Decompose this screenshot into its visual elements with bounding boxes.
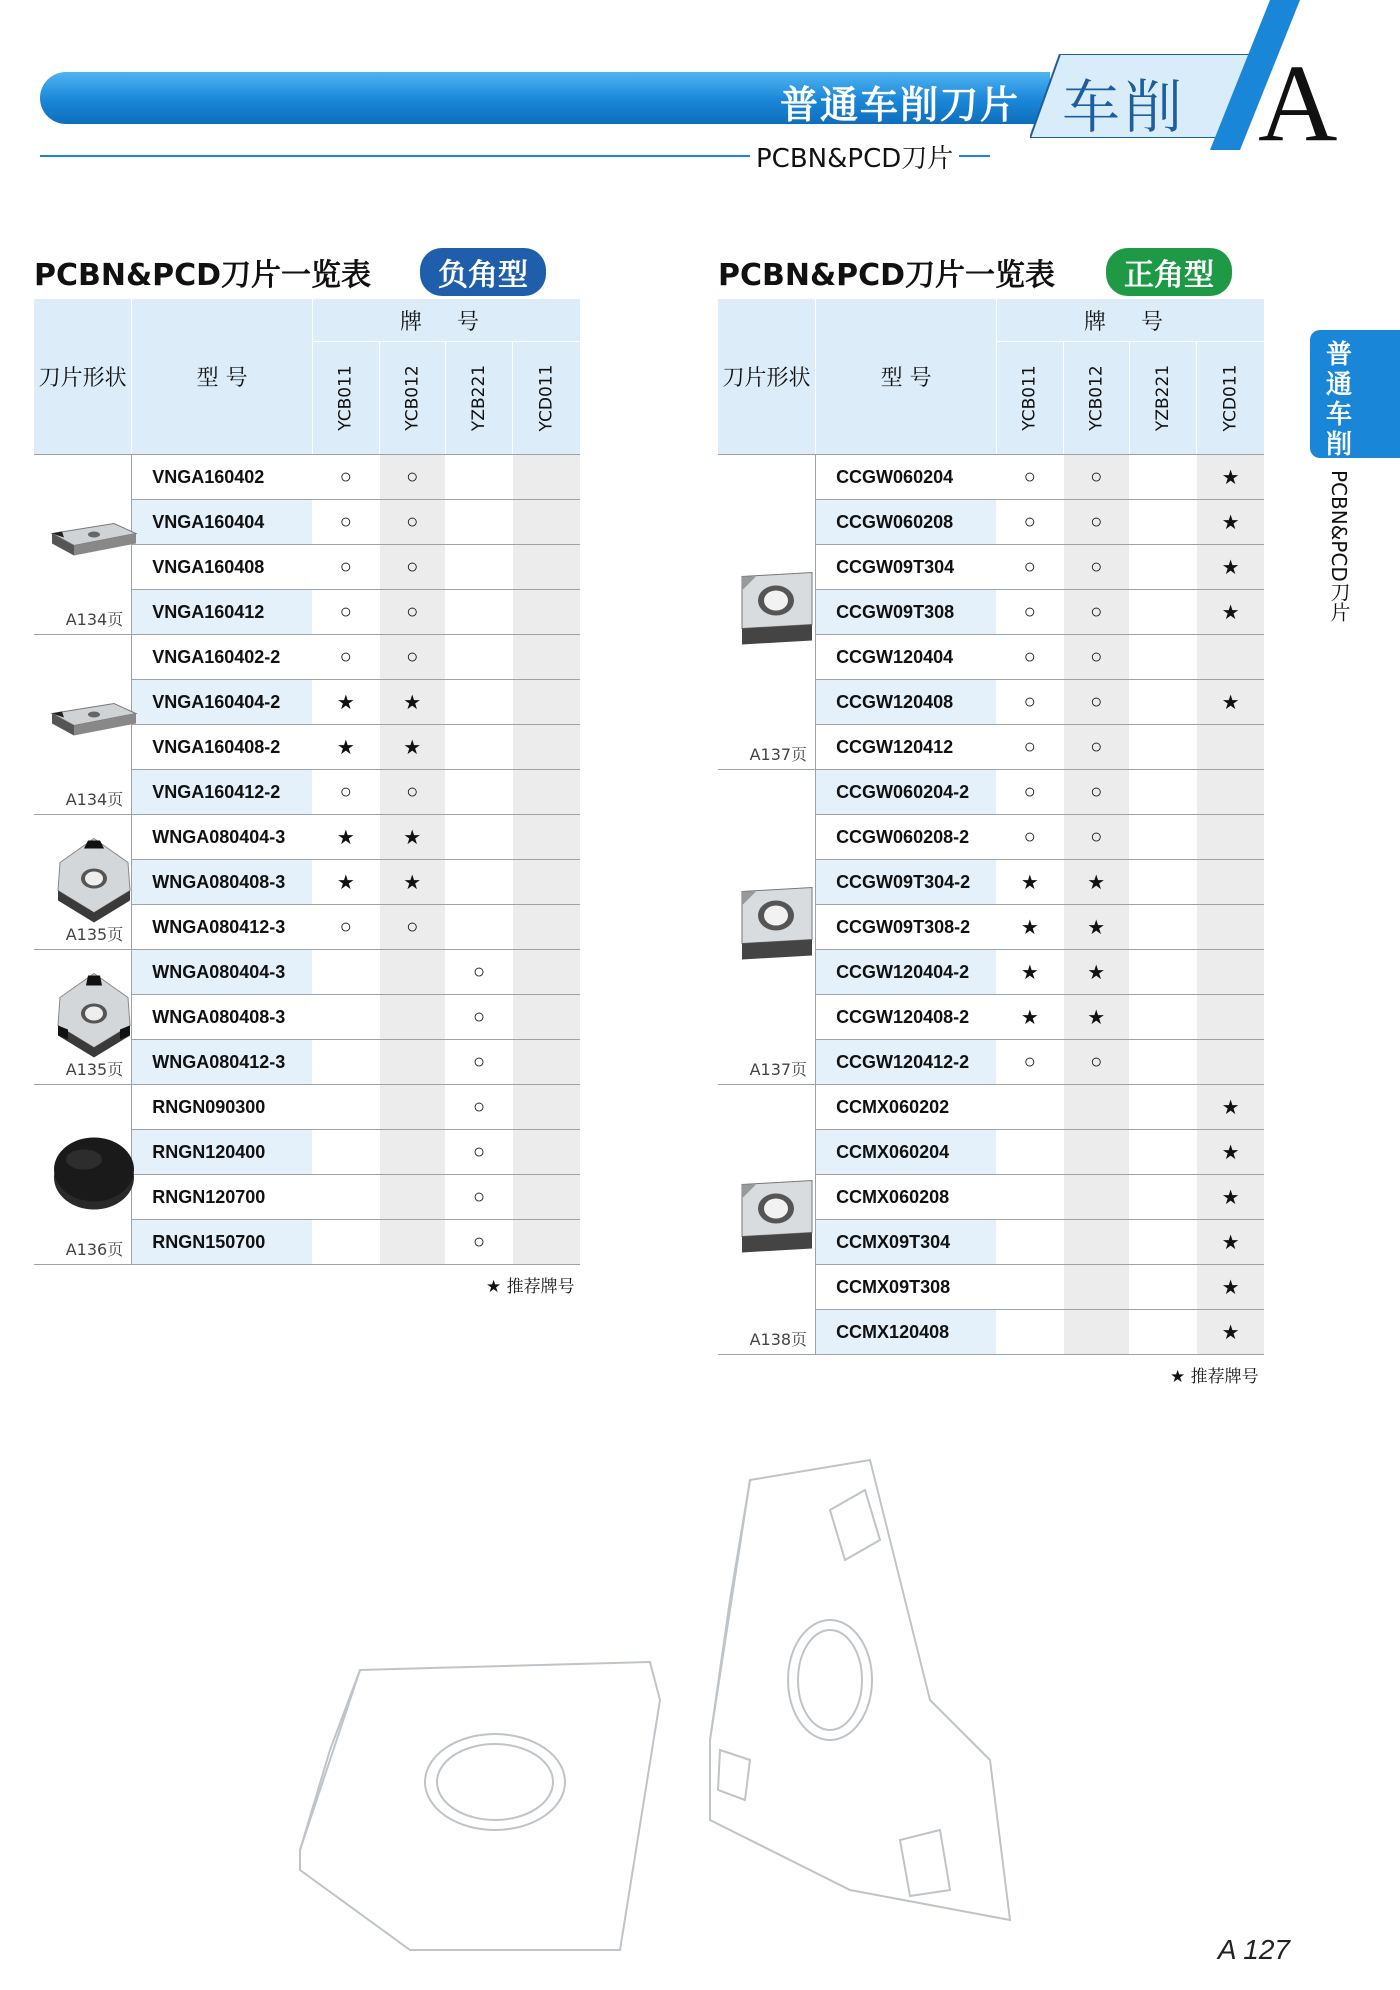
model-code: WNGA080408-3: [132, 995, 313, 1040]
empty-mark: [513, 860, 580, 905]
grade-header-yzb221: YZB221: [445, 342, 512, 455]
insert-shape-cell: [34, 950, 132, 1085]
insert-shape-icon: [728, 878, 828, 968]
empty-mark: [313, 1130, 379, 1175]
available-mark: ○: [313, 770, 379, 815]
recommended-mark: ★: [1197, 590, 1264, 635]
insert-shape-icon: [728, 563, 828, 653]
model-code: CCGW09T304: [816, 545, 997, 590]
empty-mark: [513, 590, 580, 635]
recommended-mark: ★: [1197, 1085, 1264, 1130]
empty-mark: [1129, 815, 1196, 860]
model-code: CCGW120408: [816, 680, 997, 725]
model-code: CCGW120412-2: [816, 1040, 997, 1085]
model-code: CCMX060208: [816, 1175, 997, 1220]
empty-mark: [513, 1040, 580, 1085]
insert-shape-cell: [718, 455, 816, 770]
empty-mark: [513, 815, 580, 860]
grade-header-ycb012: YCB012: [1063, 342, 1129, 455]
page-reference: A135页: [65, 925, 124, 944]
model-code: CCGW060204-2: [816, 770, 997, 815]
available-mark: ○: [1063, 725, 1129, 770]
empty-mark: [313, 950, 379, 995]
table-row: [34, 635, 580, 680]
empty-mark: [1129, 635, 1196, 680]
empty-mark: [445, 545, 512, 590]
model-code: CCGW09T308: [816, 590, 997, 635]
recommended-mark: ★: [997, 905, 1063, 950]
model-code: WNGA080412-3: [132, 905, 313, 950]
recommended-mark: ★: [379, 815, 445, 860]
recommended-mark: ★: [379, 680, 445, 725]
left-table-body: [34, 455, 580, 1265]
available-mark: ○: [997, 770, 1063, 815]
available-mark: ○: [997, 1040, 1063, 1085]
empty-mark: [997, 1220, 1063, 1265]
grade-header-ycb011: YCB011: [997, 342, 1063, 455]
model-code: CCGW060208-2: [816, 815, 997, 860]
available-mark: ○: [313, 635, 379, 680]
insert-shape-icon: [44, 833, 144, 923]
empty-mark: [1197, 860, 1264, 905]
grade-header-ycd011: YCD011: [1197, 342, 1264, 455]
available-mark: ○: [445, 1175, 512, 1220]
model-code: VNGA160402: [132, 455, 313, 500]
empty-mark: [513, 635, 580, 680]
empty-mark: [513, 905, 580, 950]
empty-mark: [379, 1175, 445, 1220]
empty-mark: [1063, 1175, 1129, 1220]
available-mark: ○: [379, 590, 445, 635]
table-row: [34, 455, 580, 500]
empty-mark: [445, 905, 512, 950]
recommended-mark: ★: [1197, 545, 1264, 590]
available-mark: ○: [379, 905, 445, 950]
right-table-title: PCBN&PCD刀片一览表: [718, 258, 1056, 293]
available-mark: ○: [445, 995, 512, 1040]
section-label: 车削: [1062, 73, 1187, 141]
empty-mark: [1197, 815, 1264, 860]
empty-mark: [313, 1220, 379, 1265]
available-mark: ○: [445, 1130, 512, 1175]
insert-shape-cell: [34, 1085, 132, 1265]
available-mark: ○: [379, 545, 445, 590]
recommended-mark: ★: [997, 860, 1063, 905]
model-code: WNGA080404-3: [132, 950, 313, 995]
insert-shape-icon: [728, 1170, 828, 1260]
available-mark: ○: [313, 590, 379, 635]
empty-mark: [997, 1310, 1063, 1355]
table-row: [34, 1085, 580, 1130]
empty-mark: [513, 770, 580, 815]
recommended-mark: ★: [313, 815, 379, 860]
empty-mark: [997, 1175, 1063, 1220]
recommended-mark: ★: [1197, 1310, 1264, 1355]
grade-header-yzb221: YZB221: [1129, 342, 1196, 455]
left-table-title: PCBN&PCD刀片一览表: [34, 258, 372, 293]
insert-shape-cell: [34, 815, 132, 950]
recommended-mark: ★: [1197, 455, 1264, 500]
subtitle: PCBN&PCD刀片: [750, 138, 959, 175]
model-code: VNGA160412-2: [132, 770, 313, 815]
table-row: [34, 815, 580, 860]
available-mark: ○: [997, 455, 1063, 500]
empty-mark: [997, 1265, 1063, 1310]
col-shape-header: 刀片形状: [718, 299, 816, 455]
available-mark: ○: [379, 455, 445, 500]
right-table-body: [718, 455, 1264, 1355]
empty-mark: [1129, 1040, 1196, 1085]
model-code: CCGW120412: [816, 725, 997, 770]
empty-mark: [1129, 995, 1196, 1040]
available-mark: ○: [1063, 545, 1129, 590]
available-mark: ○: [1063, 680, 1129, 725]
empty-mark: [1063, 1310, 1129, 1355]
available-mark: ○: [997, 815, 1063, 860]
empty-mark: [1197, 770, 1264, 815]
empty-mark: [1129, 500, 1196, 545]
page-reference: A137页: [749, 745, 808, 764]
available-mark: ○: [997, 590, 1063, 635]
empty-mark: [313, 1085, 379, 1130]
model-code: CCGW060208: [816, 500, 997, 545]
empty-mark: [513, 455, 580, 500]
empty-mark: [445, 815, 512, 860]
empty-mark: [1197, 950, 1264, 995]
table-row: [34, 950, 580, 995]
empty-mark: [513, 545, 580, 590]
model-code: VNGA160404: [132, 500, 313, 545]
recommended-mark: ★: [313, 860, 379, 905]
available-mark: ○: [313, 905, 379, 950]
empty-mark: [1129, 1310, 1196, 1355]
empty-mark: [1129, 590, 1196, 635]
empty-mark: [313, 995, 379, 1040]
insert-shape-icon: [44, 1125, 144, 1215]
model-code: CCGW120404: [816, 635, 997, 680]
available-mark: ○: [379, 635, 445, 680]
col-shape-header: 刀片形状: [34, 299, 132, 455]
col-grade-header: 牌 号: [313, 299, 580, 342]
banner-title: 普通车削刀片: [779, 83, 1020, 127]
empty-mark: [1129, 1085, 1196, 1130]
model-code: CCGW120408-2: [816, 995, 997, 1040]
page-reference: A134页: [65, 610, 124, 629]
left-legend: ★ 推荐牌号: [486, 1277, 575, 1297]
empty-mark: [513, 950, 580, 995]
recommended-mark: ★: [997, 950, 1063, 995]
right-insert-table: [718, 299, 1264, 1355]
table-row: [718, 770, 1264, 815]
model-code: RNGN090300: [132, 1085, 313, 1130]
empty-mark: [1063, 1085, 1129, 1130]
empty-mark: [379, 1040, 445, 1085]
recommended-mark: ★: [1197, 1220, 1264, 1265]
model-code: CCGW09T308-2: [816, 905, 997, 950]
available-mark: ○: [997, 680, 1063, 725]
recommended-mark: ★: [1063, 905, 1129, 950]
empty-mark: [445, 500, 512, 545]
right-legend: ★ 推荐牌号: [1170, 1367, 1259, 1387]
empty-mark: [513, 1220, 580, 1265]
empty-mark: [513, 680, 580, 725]
col-model-header: 型 号: [816, 299, 997, 455]
empty-mark: [445, 860, 512, 905]
empty-mark: [513, 1130, 580, 1175]
model-code: VNGA160404-2: [132, 680, 313, 725]
side-tab-sublabel: PCBN&PCD刀片: [1327, 470, 1351, 622]
model-code: WNGA080404-3: [132, 815, 313, 860]
available-mark: ○: [1063, 770, 1129, 815]
recommended-mark: ★: [313, 725, 379, 770]
recommended-mark: ★: [997, 995, 1063, 1040]
empty-mark: [1129, 1265, 1196, 1310]
chapter-letter: A: [1258, 42, 1338, 164]
insert-shape-cell: [718, 1085, 816, 1355]
recommended-mark: ★: [1063, 950, 1129, 995]
empty-mark: [445, 590, 512, 635]
insert-line-drawing: [290, 1450, 1070, 1970]
insert-shape-cell: [34, 455, 132, 635]
recommended-mark: ★: [379, 725, 445, 770]
available-mark: ○: [313, 455, 379, 500]
empty-mark: [513, 1085, 580, 1130]
empty-mark: [379, 995, 445, 1040]
empty-mark: [445, 635, 512, 680]
grade-header-ycd011: YCD011: [513, 342, 580, 455]
empty-mark: [1129, 725, 1196, 770]
model-code: VNGA160408: [132, 545, 313, 590]
empty-mark: [997, 1130, 1063, 1175]
empty-mark: [379, 1130, 445, 1175]
grade-header-ycb012: YCB012: [379, 342, 445, 455]
available-mark: ○: [313, 500, 379, 545]
empty-mark: [313, 1040, 379, 1085]
table-row: [718, 455, 1264, 500]
empty-mark: [1129, 860, 1196, 905]
empty-mark: [1129, 905, 1196, 950]
recommended-mark: ★: [379, 860, 445, 905]
insert-shape-icon: [44, 675, 144, 765]
available-mark: ○: [379, 500, 445, 545]
right-type-badge: 正角型: [1106, 248, 1232, 296]
available-mark: ○: [1063, 590, 1129, 635]
available-mark: ○: [445, 1085, 512, 1130]
empty-mark: [1129, 770, 1196, 815]
page-number: A 127: [1217, 1934, 1290, 1965]
insert-shape-cell: [34, 635, 132, 815]
grade-header-ycb011: YCB011: [313, 342, 379, 455]
available-mark: ○: [997, 545, 1063, 590]
empty-mark: [1197, 725, 1264, 770]
empty-mark: [379, 1220, 445, 1265]
empty-mark: [445, 455, 512, 500]
model-code: VNGA160408-2: [132, 725, 313, 770]
recommended-mark: ★: [1197, 680, 1264, 725]
model-code: CCGW09T304-2: [816, 860, 997, 905]
recommended-mark: ★: [313, 680, 379, 725]
model-code: VNGA160412: [132, 590, 313, 635]
empty-mark: [1063, 1130, 1129, 1175]
model-code: RNGN150700: [132, 1220, 313, 1265]
empty-mark: [313, 1175, 379, 1220]
empty-mark: [513, 1175, 580, 1220]
recommended-mark: ★: [1063, 995, 1129, 1040]
recommended-mark: ★: [1197, 1130, 1264, 1175]
empty-mark: [1197, 635, 1264, 680]
model-code: CCGW060204: [816, 455, 997, 500]
empty-mark: [1063, 1220, 1129, 1265]
page-reference: A138页: [749, 1330, 808, 1349]
empty-mark: [445, 680, 512, 725]
side-tab-label: 普通车削: [1326, 340, 1353, 460]
model-code: WNGA080408-3: [132, 860, 313, 905]
page-reference: A135页: [65, 1060, 124, 1079]
col-grade-header: 牌 号: [997, 299, 1264, 342]
available-mark: ○: [313, 545, 379, 590]
available-mark: ○: [445, 1040, 512, 1085]
table-row: [718, 1085, 1264, 1130]
model-code: CCMX09T308: [816, 1265, 997, 1310]
model-code: CCMX060204: [816, 1130, 997, 1175]
empty-mark: [1129, 1175, 1196, 1220]
page-reference: A134页: [65, 790, 124, 809]
model-code: CCMX120408: [816, 1310, 997, 1355]
insert-shape-cell: [718, 770, 816, 1085]
available-mark: ○: [1063, 815, 1129, 860]
available-mark: ○: [997, 500, 1063, 545]
page-reference: A137页: [749, 1060, 808, 1079]
insert-shape-icon: [44, 968, 144, 1058]
recommended-mark: ★: [1197, 500, 1264, 545]
model-code: WNGA080412-3: [132, 1040, 313, 1085]
model-code: CCMX09T304: [816, 1220, 997, 1265]
col-model-header: 型 号: [132, 299, 313, 455]
insert-shape-icon: [44, 495, 144, 585]
empty-mark: [445, 770, 512, 815]
empty-mark: [1197, 995, 1264, 1040]
empty-mark: [1197, 905, 1264, 950]
page-reference: A136页: [65, 1240, 124, 1259]
empty-mark: [1129, 680, 1196, 725]
empty-mark: [379, 1085, 445, 1130]
recommended-mark: ★: [1063, 860, 1129, 905]
available-mark: ○: [445, 950, 512, 995]
left-insert-table: [34, 299, 580, 1265]
available-mark: ○: [445, 1220, 512, 1265]
model-code: CCMX060202: [816, 1085, 997, 1130]
empty-mark: [1129, 1130, 1196, 1175]
model-code: RNGN120400: [132, 1130, 313, 1175]
empty-mark: [1129, 1220, 1196, 1265]
left-type-badge: 负角型: [420, 248, 546, 296]
empty-mark: [1129, 455, 1196, 500]
available-mark: ○: [997, 725, 1063, 770]
empty-mark: [1063, 1265, 1129, 1310]
model-code: VNGA160402-2: [132, 635, 313, 680]
empty-mark: [997, 1085, 1063, 1130]
available-mark: ○: [379, 770, 445, 815]
empty-mark: [1197, 1040, 1264, 1085]
available-mark: ○: [1063, 455, 1129, 500]
recommended-mark: ★: [1197, 1265, 1264, 1310]
model-code: CCGW120404-2: [816, 950, 997, 995]
available-mark: ○: [997, 635, 1063, 680]
model-code: RNGN120700: [132, 1175, 313, 1220]
empty-mark: [379, 950, 445, 995]
empty-mark: [1129, 950, 1196, 995]
empty-mark: [1129, 545, 1196, 590]
recommended-mark: ★: [1197, 1175, 1264, 1220]
empty-mark: [513, 500, 580, 545]
available-mark: ○: [1063, 635, 1129, 680]
available-mark: ○: [1063, 1040, 1129, 1085]
empty-mark: [445, 725, 512, 770]
available-mark: ○: [1063, 500, 1129, 545]
empty-mark: [513, 995, 580, 1040]
empty-mark: [513, 725, 580, 770]
